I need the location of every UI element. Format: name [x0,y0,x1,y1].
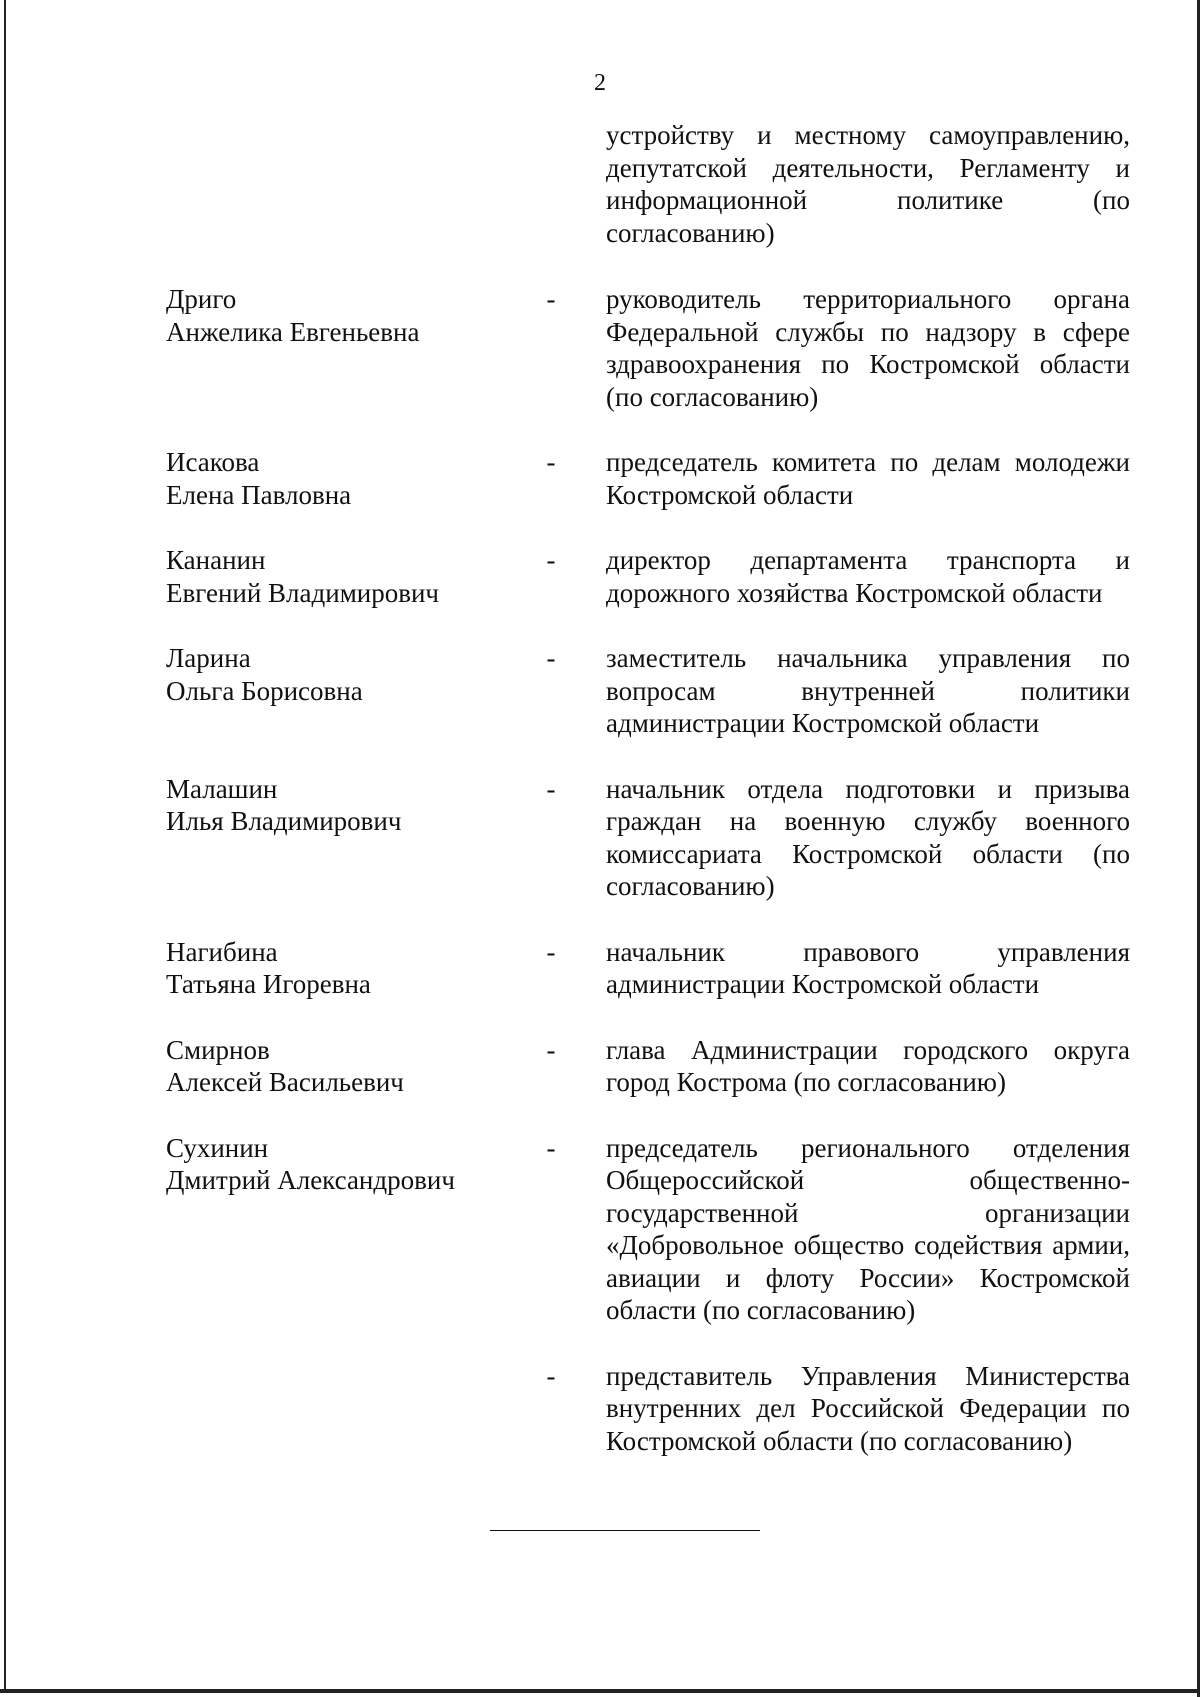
member-surname: Ларина [166,643,251,673]
member-given-names: Дмитрий Александрович [166,1165,455,1195]
list-item [0,936,1200,1001]
member-surname: Исакова [166,447,260,477]
list-item [0,773,1200,903]
member-given-names: Евгений Владимирович [166,577,440,608]
list-item [0,544,1200,609]
page-edge-bottom [0,1689,1200,1693]
member-name [0,119,526,249]
dash: - [546,284,556,314]
closing-rule [490,1530,760,1531]
member-name [0,1132,526,1327]
member-position: руководитель территориального органа Федеральной службы по надзору в сфере здравоохранения по Костромской области (по согласованию) [606,284,1130,412]
member-surname: Сухинин [166,1132,269,1163]
list-item [0,1132,1200,1327]
dash: - [546,1034,556,1065]
member-name [0,1360,526,1458]
list-item [0,283,1200,413]
member-position: начальник отдела подготовки и призыва граждан на военную службу военного комиссариата Костромской области (по согласованию) [606,773,1130,901]
member-position: представитель Управления Министерства внутренних дел Российской Федерации по Костромской области (по согласованию) [606,1360,1130,1456]
member-name [0,283,526,413]
member-name [0,544,526,609]
list-item [0,119,1200,249]
dash: - [546,936,556,967]
member-given-names: Ольга Борисовна [166,675,363,706]
list-item [0,642,1200,740]
dash: - [546,643,556,673]
list-item [0,1034,1200,1099]
member-position: председатель комитета по делам молодежи Костромской области [606,447,1130,510]
page-number: 2 [594,70,606,96]
member-given-names: Анжелика Евгеньевна [166,316,420,347]
member-position: директор департамента транспорта и дорожного хозяйства Костромской области [606,545,1130,608]
list-item [0,1360,1200,1458]
member-surname: Малашин [166,773,278,804]
member-name [0,936,526,1001]
dash [527,119,575,249]
member-surname: Кананин [166,545,266,575]
dash: - [546,773,556,804]
member-name [0,773,526,903]
member-given-names: Алексей Васильевич [166,1067,404,1097]
member-position: начальник правового управления администрации Костромской области [606,936,1130,999]
dash: - [546,1360,556,1391]
member-position: заместитель начальника управления по вопросам внутренней политики администрации Костромской области [606,643,1130,738]
members-list [0,119,1200,1490]
dash: - [546,545,556,575]
member-given-names: Илья Владимирович [166,806,402,836]
member-position: председатель регионального отделения Общероссийской общественно-государственной организации «Добровольное общество содействия армии, авиации и флоту России» Костромской области (по согласованию) [606,1132,1130,1325]
member-name [0,1034,526,1099]
member-surname: Дриго [166,284,237,314]
member-surname: Смирнов [166,1034,270,1065]
member-surname: Нагибина [166,936,278,967]
member-position: глава Администрации городского округа город Кострома (по согласованию) [606,1034,1130,1097]
member-given-names: Елена Павловна [166,479,352,510]
dash: - [546,1132,556,1163]
member-name [0,446,526,511]
member-name [0,642,526,740]
list-item [0,446,1200,511]
member-position: устройству и местному самоуправлению, депутатской деятельности, Регламенту и информационной политике (по согласованию) [606,120,1130,248]
member-given-names: Татьяна Игоревна [166,969,371,999]
dash: - [546,447,556,477]
